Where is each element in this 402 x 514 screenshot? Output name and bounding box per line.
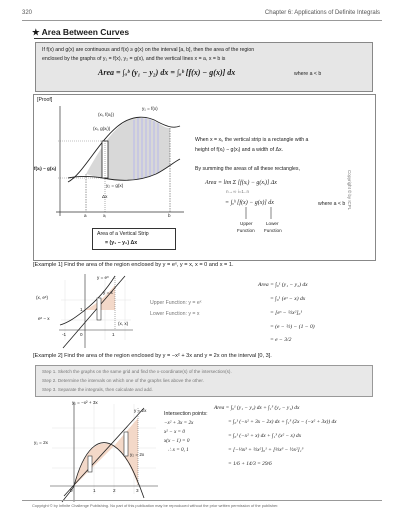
fig-y1: y₁ = f(x) xyxy=(142,106,158,111)
ex2-sol-3: = [−⅓x³ + ½x²]₀¹ + [⅓x³ − ½x²]₁³ xyxy=(228,447,304,453)
ex1-height: eˣ − x xyxy=(38,316,50,321)
example1-graph xyxy=(55,270,135,352)
ex1-upper: Upper Function: y = eˣ xyxy=(150,300,202,306)
ex1-pt1: (x, eˣ) xyxy=(36,295,48,300)
proof-sum: Area = lim Σ [f(xᵢ) − g(xᵢ)] Δx xyxy=(205,180,277,186)
ex2-curve-top: y₁ = −x² + 3x xyxy=(72,400,98,405)
upper-label-a: Upper xyxy=(240,221,253,226)
lower-label-b: Function xyxy=(264,228,282,233)
ex2-right-label: y₂ = 2x xyxy=(130,452,145,457)
section-title: Area Between Curves xyxy=(41,27,130,37)
proof-text-3: By summing the areas of all these rectangles, xyxy=(195,166,300,172)
definition-formula: Area = ∫ₐᵇ (y₁ − y₂) dx = ∫ₐᵇ [f(x) − g(x)] dx xyxy=(98,68,236,77)
ex2-sol-2: = ∫₀¹ (−x² + x) dx + ∫₁³ (x² − x) dx xyxy=(228,433,302,439)
ex2-intersection-4: ∴ x = 0, 1 xyxy=(168,447,189,453)
example1-title: [Example 1] Find the area of the region enclosed by y = eˣ, y = x, x = 0 and x = 1. xyxy=(33,262,234,268)
function-arrows xyxy=(238,207,278,221)
definition-box xyxy=(35,42,373,92)
fig-top-point: (xᵢ, f(xᵢ)) xyxy=(98,112,114,117)
ex1-sol-0: Area = ∫₀¹ (y₁ − y₂) dx xyxy=(258,282,308,288)
ex1-sol-2: = [eˣ − ½x²]₀¹ xyxy=(270,310,303,316)
ex2-left-label: y₁ = 2x xyxy=(34,440,48,445)
ex1-pt2: (x, x) xyxy=(118,321,129,326)
ex2-tick-3: 3 xyxy=(136,488,139,493)
ex1-sol-4: = e − 3/2 xyxy=(270,337,292,343)
side-note: Copyright © by ICPL xyxy=(347,170,352,211)
ex1-sol-3: = (e − ½) − (1 − 0) xyxy=(270,324,315,330)
strip-area-title: Area of a Vertical Strip xyxy=(97,231,149,237)
ex2-intersection-1: −x² + 3x = 2x xyxy=(164,420,194,426)
step-2: Step 2. Determine the intervals on which one of the graphs lies above the other. xyxy=(42,378,204,383)
lower-label-a: Lower xyxy=(266,221,279,226)
ex1-lower: Lower Function: y = x xyxy=(150,311,200,317)
ex2-strip-1 xyxy=(88,456,92,472)
page-number: 320 xyxy=(22,10,33,16)
proof-where: where a < b xyxy=(318,201,346,207)
proof-label: [Proof] xyxy=(37,97,53,103)
ex2-intersection-3: x(x − 1) = 0 xyxy=(164,438,190,444)
fig-bottom-point: (xᵢ, g(xᵢ)) xyxy=(93,126,111,131)
proof-sum-limits: n→∞ i=1..n xyxy=(226,189,250,194)
fig-xi: xᵢ xyxy=(103,213,107,218)
section-underline xyxy=(34,38,120,39)
ex1-tick-0: 0 xyxy=(80,332,83,337)
ex2-tick-2: 2 xyxy=(113,488,116,493)
ex1-tick-neg1: -1 xyxy=(62,332,67,337)
ex2-sol-1: = ∫₀¹ (−x² + 3x − 2x) dx + ∫₁³ (2x − (−x² + 3x)) dx xyxy=(228,419,337,425)
proof-figure xyxy=(38,104,188,228)
proof-integral: = ∫ₐᵇ [f(x) − g(x)] dx xyxy=(225,200,274,206)
fig-y2: y₂ = g(x) xyxy=(106,183,124,188)
ex1-curve2-label: y = x xyxy=(103,290,113,295)
strip-area-box xyxy=(92,228,176,250)
ex1-tick-1y: 1 xyxy=(80,307,83,312)
ex2-strip-2 xyxy=(124,432,128,456)
fig-height: f(xᵢ) − g(xᵢ) xyxy=(34,166,57,171)
footer-copyright: Copyright © by Infinite Challenge Publishing. No part of this publication may be reproduced without the prior written permission of the publisher. xyxy=(32,503,279,508)
definition-line-2: enclosed by the graphs of y₁ = f(x), y₂ = g(x), and the vertical lines x = a, x = b is xyxy=(42,56,226,62)
step-3: Step 3. Separate the integrals, then calculate and add. xyxy=(42,387,153,392)
definition-condition: where a < b xyxy=(294,71,322,77)
ex1-strip xyxy=(97,298,101,320)
ex1-sol-1: = ∫₀¹ (eˣ − x) dx xyxy=(270,296,306,302)
fig-b: b xyxy=(168,213,171,218)
header-divider xyxy=(22,20,382,21)
step-1: Step 1. Sketch the graphs on the same grid and find the x-coordinate(s) of the intersection(s). xyxy=(42,369,232,374)
star-icon: ★ xyxy=(32,27,40,37)
ex1-curve1-label: y = eˣ xyxy=(97,275,109,280)
fig-dx: Δx xyxy=(102,194,108,199)
ex2-sol-0: Area = ∫₀¹ (y₁ − y₂) dx + ∫₁³ (y₂ − y₁) dx xyxy=(214,405,300,411)
line-y-x xyxy=(63,276,125,348)
ex1-tick-1x: 1 xyxy=(112,332,115,337)
example2-title: [Example 2] Find the area of the region enclosed by y = −x² + 3x and y = 2x on the interval [0, 3]. xyxy=(33,353,272,359)
ex2-line-label: y = 2x xyxy=(134,408,147,413)
ex2-intersection-2: x² − x = 0 xyxy=(164,429,185,435)
ex2-tick-1: 1 xyxy=(93,488,96,493)
definition-line-1: If f(x) and g(x) are continuous and f(x) ≥ g(x) on the interval [a, b], then the area of the region xyxy=(42,47,255,53)
steps-box xyxy=(35,365,373,397)
strip-area-formula: = (y₁ − y₂) Δx xyxy=(105,240,138,246)
section-heading xyxy=(32,27,129,38)
fig-a: a xyxy=(84,213,87,218)
ex2-sol-4: = 1/6 + 14/3 = 29/6 xyxy=(228,461,272,467)
chapter-title: Chapter 6: Applications of Definite Integrals xyxy=(264,10,380,16)
footer-divider xyxy=(22,500,382,501)
proof-text-2: height of f(xᵢ) − g(xᵢ) and a width of Δx. xyxy=(195,147,283,153)
example2-graph xyxy=(44,398,162,506)
ex2-tick-0: 0 xyxy=(70,488,73,493)
ex2-intersection-0: Intersection points: xyxy=(164,411,208,417)
upper-label-b: Function xyxy=(237,228,255,233)
proof-text-1: When x = xᵢ, the vertical strip is a rectangle with a xyxy=(195,137,309,143)
